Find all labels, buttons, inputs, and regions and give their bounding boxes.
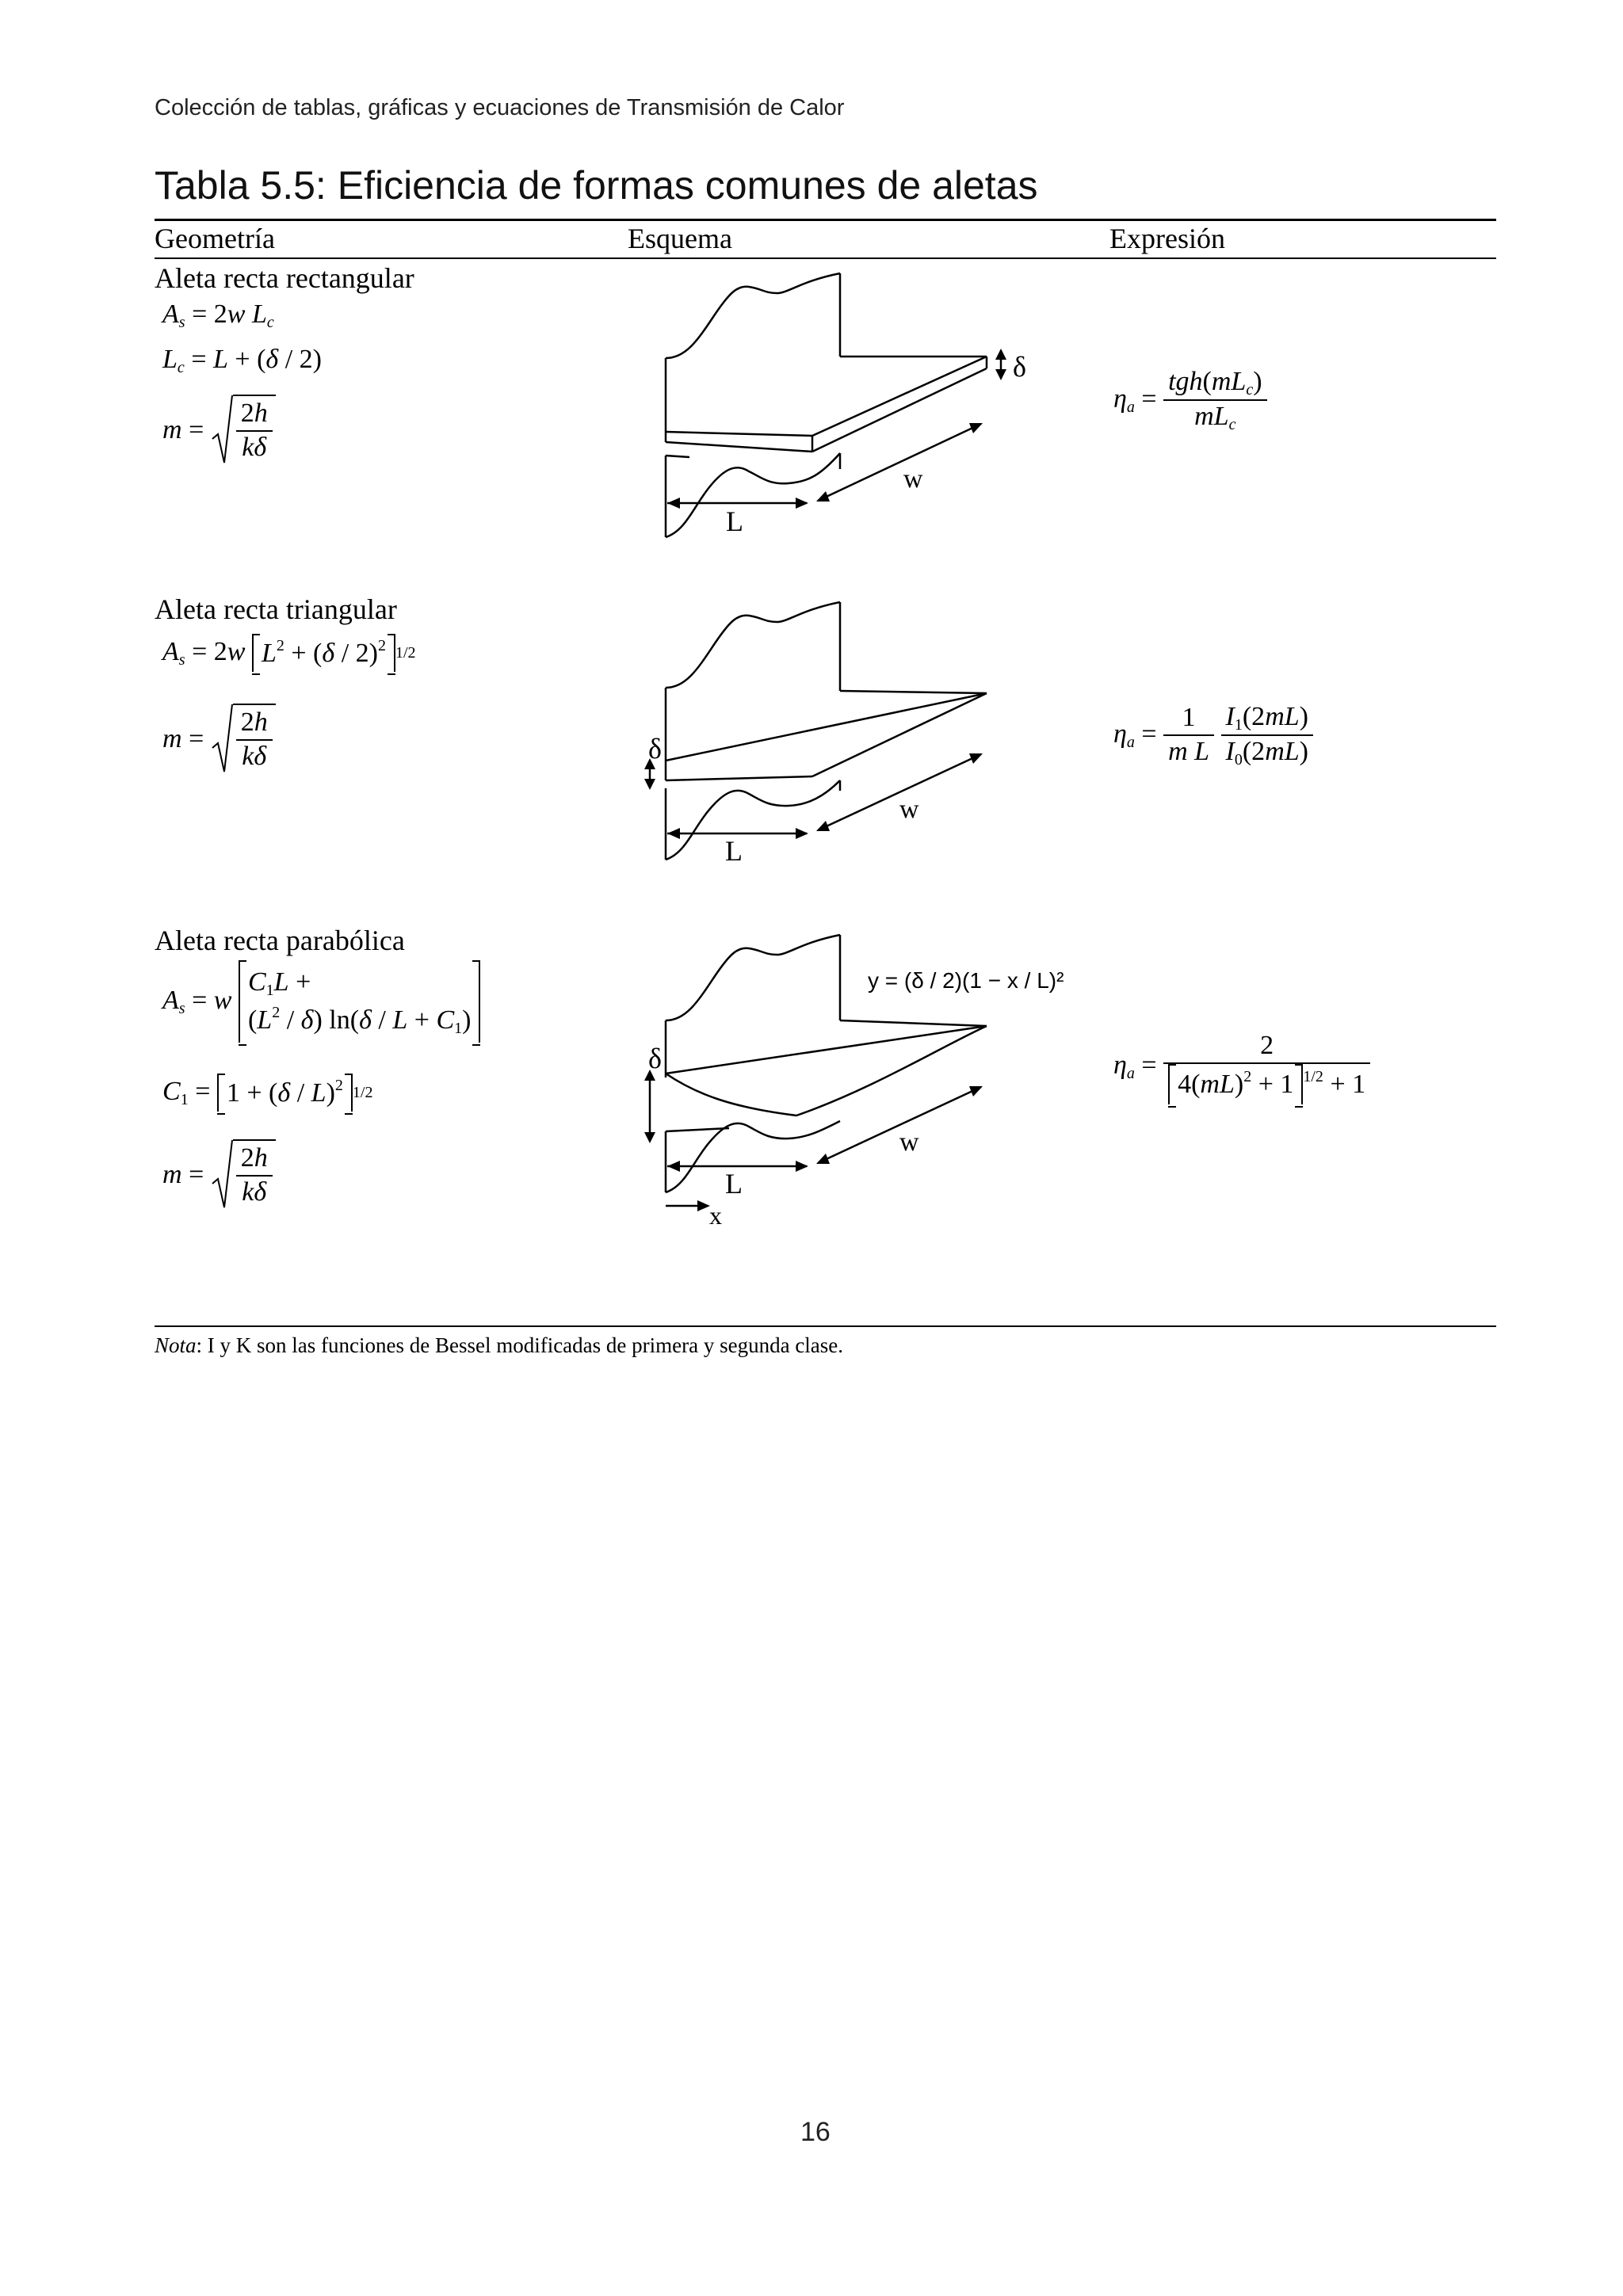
schematic-triangular-fin xyxy=(634,586,1078,871)
note-text: : I y K son las funciones de Bessel modificadas de primera y segunda clase. xyxy=(196,1333,844,1357)
formula-area-parabolic: $A_s = w$ $C_1L$ + $(L^2 / \delta)$ $\ln(\delta / L + C_1)$ xyxy=(162,960,480,1043)
table-top-rule xyxy=(155,219,1496,221)
label-thickness-rectangular: δ xyxy=(1013,351,1026,383)
formula-m-triangular: m = $\frac{2h}{k\delta}$ xyxy=(162,704,276,775)
row-title-triangular: Aleta recta triangular xyxy=(155,593,397,625)
column-header-esquema: Esquema xyxy=(628,223,732,254)
formula-efficiency-triangular: $\eta_a$ = $\frac{1}{\text{m L}}$ $\frac{I_1(2mL)}{I_0(2mL)}$ xyxy=(1113,701,1313,769)
schematic-rectangular-fin xyxy=(650,269,1094,539)
column-header-expresion: Expresión xyxy=(1109,223,1225,254)
label-width-rectangular: w xyxy=(903,464,923,494)
row-title-parabolic: Aleta recta parabólica xyxy=(155,925,405,956)
table-title: Tabla 5.5: Eficiencia de formas comunes de aletas xyxy=(155,163,1038,208)
table-header-rule xyxy=(155,257,1496,259)
label-x-axis-parabolic: x xyxy=(709,1201,722,1230)
table-note xyxy=(155,1333,843,1358)
formula-c1-parabolic: $C_1$ = 1 + (δ / L)$^2$ 1/2 xyxy=(162,1074,372,1112)
formula-efficiency-parabolic: $\eta_a$ = $\frac{2}{4(mL)^2 + 1 ^{1/2} + 1}$ xyxy=(1113,1030,1370,1104)
note-label: Nota xyxy=(155,1333,197,1357)
label-thickness-parabolic: δ xyxy=(648,1043,662,1074)
label-length-rectangular: L xyxy=(726,505,743,537)
formula-area-triangular: $A_s = 2w$ $L^2 + (\delta / 2)^2$ 1/2 xyxy=(162,634,416,672)
label-width-triangular: w xyxy=(899,795,919,824)
label-profile-equation: y = (δ / 2)(1 − x / L)² xyxy=(868,968,1064,993)
label-width-parabolic: w xyxy=(899,1127,919,1157)
schematic-parabolic-fin xyxy=(634,919,1078,1236)
running-head: Colección de tablas, gráficas y ecuaciones de Transmisión de Calor xyxy=(155,95,845,120)
label-length-triangular: L xyxy=(725,835,743,867)
formula-m-parabolic: m = $\frac{2h}{k\delta}$ xyxy=(162,1139,276,1211)
label-thickness-triangular: δ xyxy=(648,733,662,765)
label-length-parabolic: L xyxy=(725,1168,743,1199)
column-header-geometria: Geometría xyxy=(155,223,275,254)
formula-m-rectangular: m = $\frac{2h}{k\delta}$ xyxy=(162,395,276,466)
page-number: 16 xyxy=(800,2117,831,2147)
formula-area-rectangular: $A_s = 2w$ $L_c$ xyxy=(162,299,274,331)
formula-corrected-length: $L_c = L + (\delta / 2)$ xyxy=(162,345,323,376)
row-title-rectangular: Aleta recta rectangular xyxy=(155,262,414,294)
table-bottom-rule xyxy=(155,1325,1496,1327)
formula-efficiency-rectangular: $\eta_a$ = $\frac{tgh(mL_c)}{mL_c}$ xyxy=(1113,366,1267,434)
